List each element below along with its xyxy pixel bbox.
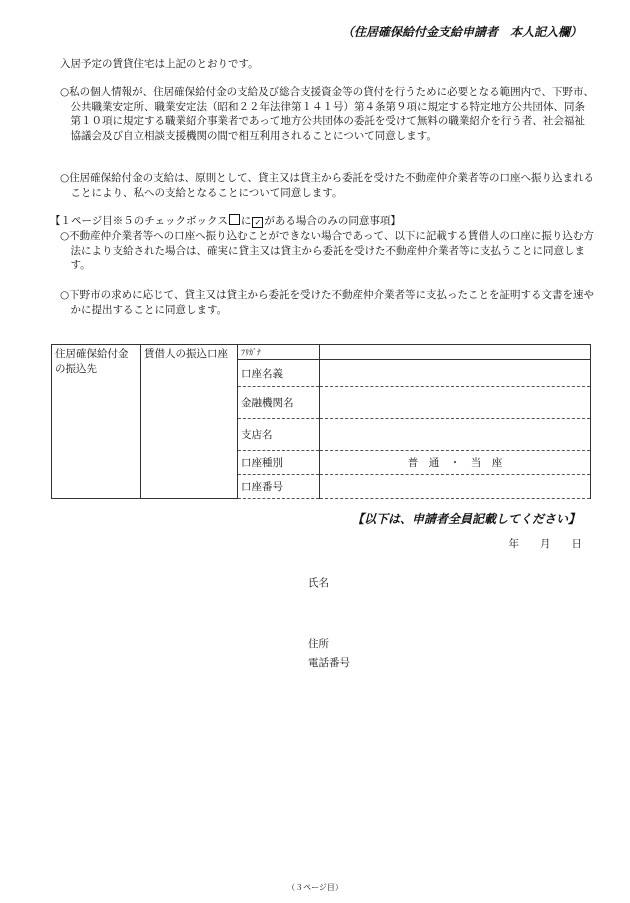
furigana-field[interactable] — [320, 345, 591, 360]
furigana-label: ﾌﾘｶﾞﾅ — [238, 345, 320, 360]
account-table — [51, 344, 591, 499]
branch-name-label: 支店名 — [238, 419, 320, 451]
account-holder-label: 口座名義 — [238, 360, 320, 387]
address-label: 住所 — [308, 638, 329, 650]
account-number-field[interactable] — [320, 475, 591, 499]
account-type-options[interactable]: 普 通 ・ 当 座 — [320, 451, 591, 475]
branch-name-field[interactable] — [320, 419, 591, 451]
intro-text: 入居予定の賃貸住宅は上記のとおりです。 — [60, 58, 259, 70]
renter-account-label: 賃借人の振込口座 — [141, 345, 238, 499]
empty-checkbox-icon — [229, 214, 240, 225]
phone-label: 電話番号 — [308, 657, 350, 669]
consent-item-2: ○住居確保給付金の支給は、原則として、貸主又は貸主から委託を受けた不動産仲介業者等の口座へ振り込まれることにより、私への支給となることについて同意します。 — [60, 172, 594, 199]
checked-checkbox-icon: ✓ — [252, 217, 263, 228]
account-holder-field[interactable] — [320, 360, 591, 387]
name-label: 氏名 — [308, 577, 329, 589]
header-title: （住居確保給付金支給申請者 本人記入欄） — [341, 25, 582, 39]
consent-item-1: ○私の個人情報が、住居確保給付金の支給及び総合支援資金等の貸付を行うために必要となる範囲内で、下野市、公共職業安定所、職業安定法（昭和２２年法律第１４１号）第４条第９項に規定する特定地方公共団体、同条第１０項に規定する職業紹介事業者であって地方公共団体の委託を受けて無料の職業紹介を行う者、社会福祉協議会及び自立相談支援機関の間で相互利用されることについて同意します。 — [60, 86, 594, 142]
account-number-label: 口座番号 — [238, 475, 320, 499]
conditional-item-2: ○下野市の求めに応じて、貸主又は貸主から委託を受けた不動産仲介業者等に支払ったことを証明する文書を速やかに提出することに同意します。 — [60, 289, 594, 316]
conditional-item-1: ○不動産仲介業者等への口座へ振り込むことができない場合であって、以下に記載する賃借人の口座に振り込む方法により支給された場合は、確実に貸主又は貸主から委託を受けた不動産仲介業者等に支払うことに同意します。 — [60, 230, 594, 271]
conditional-heading-post: がある場合のみの同意事項】 — [264, 215, 401, 227]
transfer-destination-label: 住居確保給付金の振込先 — [52, 345, 141, 499]
page-number: （３ページ目） — [287, 883, 343, 892]
bank-name-field[interactable] — [320, 387, 591, 419]
signature-heading: 【以下は、申請者全員記載してください】 — [351, 512, 580, 526]
date-field[interactable]: 年 月 日 — [508, 538, 582, 550]
conditional-heading-mid: に — [240, 215, 252, 227]
account-type-label: 口座種別 — [238, 451, 320, 475]
conditional-heading-pre: 【１ページ目※５のチェックボックス — [50, 215, 228, 227]
bank-name-label: 金融機関名 — [238, 387, 320, 419]
conditional-heading — [50, 214, 590, 229]
